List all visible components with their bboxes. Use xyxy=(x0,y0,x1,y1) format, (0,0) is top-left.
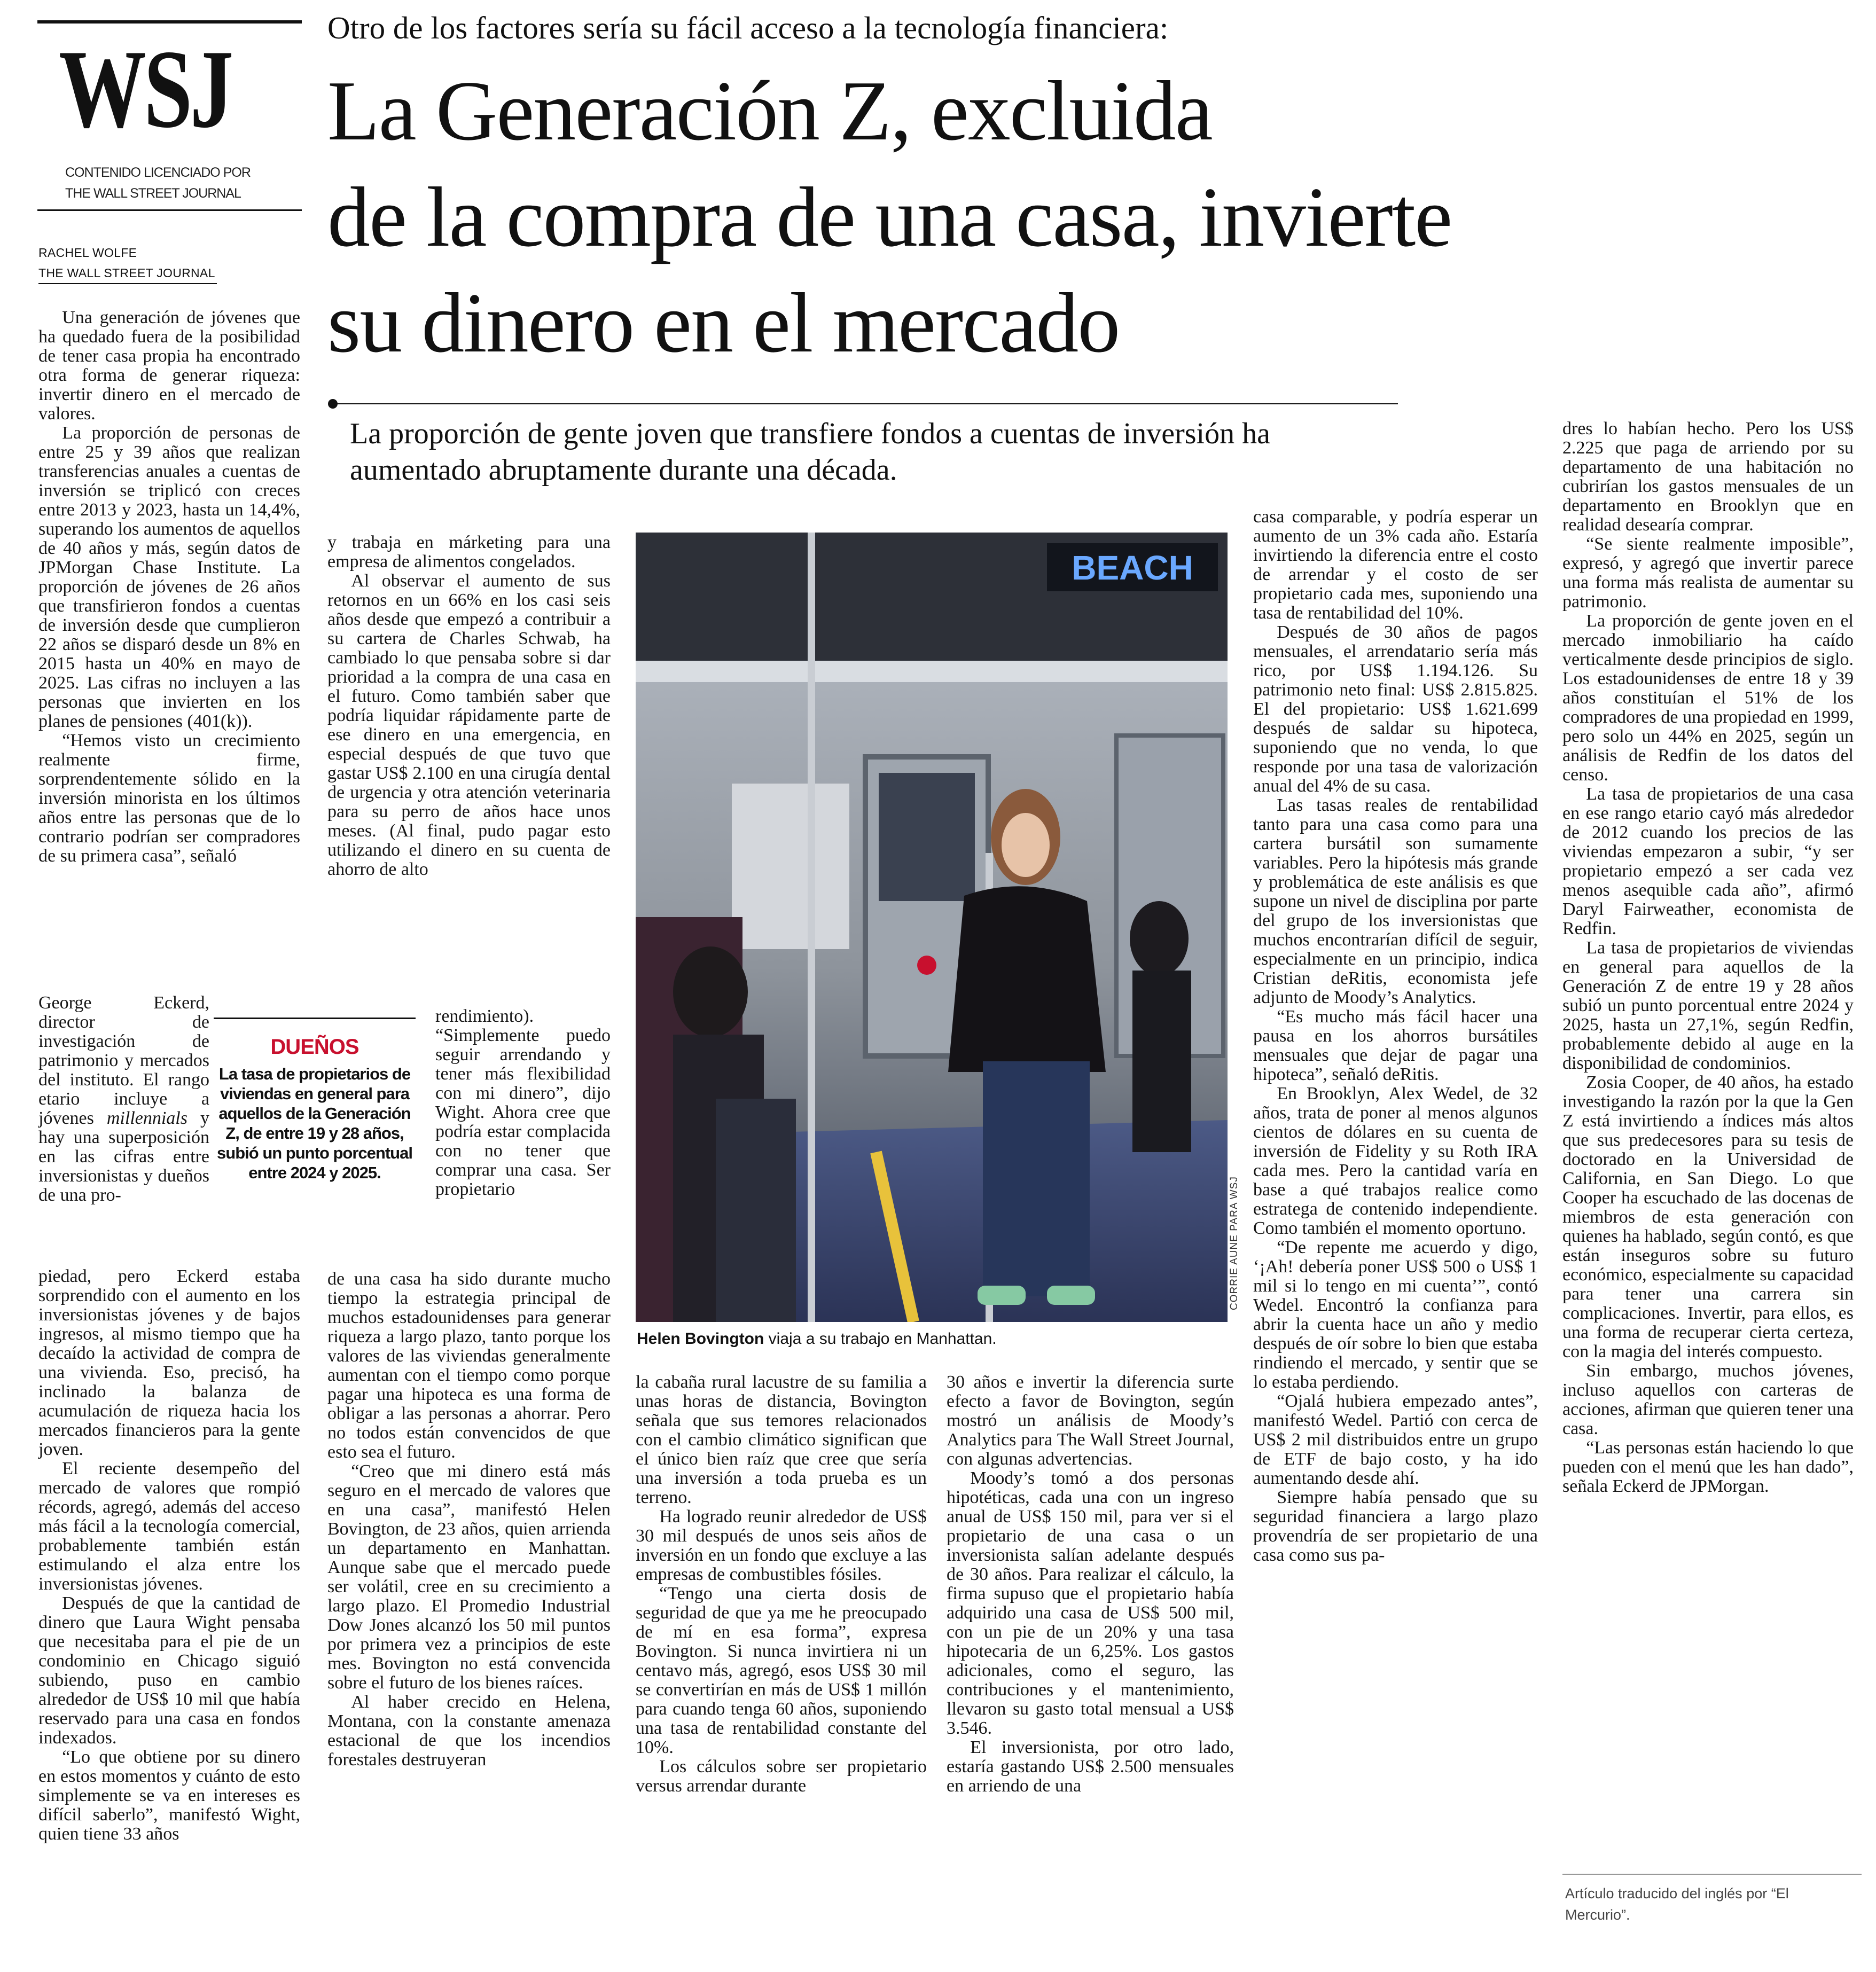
sidebar-text: La tasa de propietarios de viviendas en general para aquellos de la Generación Z, de entre 19 y 28 años, subió un punto porcentual entre 2024 y 2025. xyxy=(217,1065,412,1182)
paragraph: “Las personas están haciendo lo que pueden con el menú que les han dado”, señala Eckerd de JPMorgan. xyxy=(1562,1438,1854,1496)
headline-line-3: su dinero en el mercado xyxy=(327,275,1120,370)
body-column-2-narrow xyxy=(435,1007,611,1199)
paragraph: Al observar el aumento de sus retornos en un 66% en los casi seis años desde que empezó a contribuir a su cartera de Charles Schwab, ha cambiado lo que pensaba sobre si dar prioridad a la compra de una casa en el futuro. Como también saber que podría liquidar rápidamente parte de ese dinero en una emergencia, en especial después de que tuvo que gastar US$ 2.100 en una cirugía dental de urgencia y otra atención veterinaria para su perro de años hace unos meses. (Al final, pudo pagar esto utilizando el dinero en su cuenta de ahorro de alto xyxy=(327,571,611,879)
photo-caption xyxy=(637,1330,997,1348)
paragraph: El inversionista, por otro lado, estaría gastando US$ 2.500 mensuales en arriendo de una xyxy=(947,1738,1234,1796)
paragraph: “Se siente realmente imposible”, expresó, y agregó que invertir parece una forma más realista de aumentar su patrimonio. xyxy=(1562,534,1854,612)
paragraph: dres lo habían hecho. Pero los US$ 2.225 que paga de arriendo por su departamento de una habitación no cubrirían los gastos mensuales de un departamento en Brooklyn que en realidad desearía comprar. xyxy=(1562,419,1854,535)
paragraph: La proporción de personas de entre 25 y 39 años que realizan transferencias anuales a cuentas de inversión se triplicó con creces entre 2013 y 2023, hasta un 14,4%, superando los aumentos de aquellos de 40 años y más, según datos de JPMorgan Chase Institute. La proporción de jóvenes de 26 años que transfirieron fondos a cuentas de inversión desde que cumplieron 22 años se disparó desde un 8% en 2015 hasta un 40% en mayo de 2025. Las cifras no incluyen a las personas que invierten en los planes de pensiones (401(k)). xyxy=(38,423,300,731)
byline-author: RACHEL WOLFE xyxy=(38,246,137,260)
paragraph: “Lo que obtiene por su dinero en estos momentos y cuánto de esto simplemente se va en intereses es difícil saberlo”, manifestó Wight, quien tiene 33 años xyxy=(38,1747,300,1844)
wsj-logo: WSJ xyxy=(59,27,231,151)
paragraph: y trabaja en márketing para una empresa de alimentos congelados. xyxy=(327,533,611,572)
headline-kicker: Otro de los factores sería su fácil acceso a la tecnología financiera: xyxy=(327,10,1169,45)
headline-line-2: de la compra de una casa, invierte xyxy=(327,169,1452,264)
paragraph: El reciente desempeño del mercado de valores que rompió récords, agregó, además del acceso más fácil a la tecnología comercial, probablemente también están estimulando el alza entre los inversionistas jóvenes. xyxy=(38,1459,300,1594)
paragraph: Los cálculos sobre ser propietario versus arrendar durante xyxy=(636,1757,927,1796)
license-line-1: CONTENIDO LICENCIADO POR xyxy=(65,165,251,180)
paragraph: casa comparable, y podría esperar un aumento de un 3% cada año. Estaría invirtiendo la diferencia entre el costo de arrendar y el costo de ser propietario cada mes, suponiendo una tasa de rentabilidad del 10%. xyxy=(1253,507,1538,623)
sidebar-title: DUEÑOS xyxy=(270,1035,359,1059)
paragraph: Moody’s tomó a dos personas hipotéticas, cada una con un ingreso anual de US$ 150 mil, para ver si el propietario de una casa o un inversionista salían adelante después de 30 años. Para realizar el cálculo, la firma supuso que el propietario había adquirido una casa de US$ 500 mil, con un pie de un 20% y una tasa hipotecaria de un 6,25%. Los gastos adicionales, como el seguro, las contribuciones y el mantenimiento, llevaron su gasto total mensual a US$ 3.546. xyxy=(947,1468,1234,1738)
body-column-2-top xyxy=(327,533,611,879)
article-deck: La proporción de gente joven que transfiere fondos a cuentas de inversión ha aumentado abruptamente durante una década. xyxy=(350,417,1270,487)
paragraph: rendimiento). “Simplemente puedo seguir arrendando y tener más flexibilidad con mi dinero”, dijo Wight. Ahora cree que podría estar complacida con no tener que comprar una casa. Ser propietario xyxy=(435,1006,611,1199)
paragraph: Zosia Cooper, de 40 años, ha estado investigando la razón por la que la Gen Z está invirtiendo a índices más altos que sus predecesores para su tesis de doctorado en la Universidad de California, en San Diego. Lo que Cooper ha escuchado de las docenas de miembros de esta generación con quienes ha hablado, según contó, es que están inseguros sobre su futuro económico, especialmente su capacidad para tener una carrera sin complicaciones. Invertir, para ellos, es una forma de recuperar cierta certeza, con la magia del interés compuesto. xyxy=(1562,1073,1854,1361)
paragraph: de una casa ha sido durante mucho tiempo la estrategia principal de muchos estadounidenses para generar riqueza a largo plazo, tanto porque los valores de las viviendas generalmente aumentan con el tiempo como porque pagar una hipoteca es una forma de obligar a las personas a ahorrar. Pero no todos están convencidos de que esto sea el futuro. xyxy=(327,1269,611,1462)
body-column-4 xyxy=(947,1373,1234,1796)
paragraph: “Creo que mi dinero está más seguro en el mercado de valores que en una casa”, manifestó Helen Bovington, de 23 años, quien arrienda un departamento en Manhattan. Aunque sabe que el mercado puede ser volátil, cree en su crecimiento a largo plazo. El Promedio Industrial Dow Jones alcanzó los 50 mil puntos por primera vez a principios de este mes. Bovington no está convencida sobre el futuro de los bienes raíces. xyxy=(327,1461,611,1693)
byline-rule xyxy=(38,283,217,284)
caption-name: Helen Bovington xyxy=(637,1330,764,1348)
paragraph: Después de que la cantidad de dinero que Laura Wight pensaba que necesitaba para el pie de un condominio en Chicago siguió subiendo, puso en cambio alrededor de US$ 10 mil que había reservado para una casa en fondos indexados. xyxy=(38,1593,300,1748)
paragraph: “De repente me acuerdo y digo, ‘¡Ah! debería poner US$ 500 o US$ 1 mil si lo tengo en mi cuenta’”, contó Wedel. Encontró la confianza para abrir la cuenta hace un año y medio después de oír sobre lo bien que estaba rindiendo el mercado, y sentir que se lo estaba perdiendo. xyxy=(1253,1238,1538,1392)
subway-photo xyxy=(636,533,1228,1322)
paragraph: Ha logrado reunir alrededor de US$ 30 mil después de unos seis años de inversión en un fondo que excluye a las empresas de combustibles fósiles. xyxy=(636,1507,927,1584)
sidebar-top-rule xyxy=(214,1018,416,1019)
paragraph: la cabaña rural lacustre de su familia a unas horas de distancia, Bovington señala que sus temores relacionados con el cambio climático significan que el único bien raíz que cree que sería una inversión a toda prueba es un terreno. xyxy=(636,1372,927,1507)
masthead-top-rule xyxy=(37,20,302,24)
paragraph: Siempre había pensado que su seguridad financiera a largo plazo provendría de ser propietario de una casa como sus pa- xyxy=(1253,1488,1538,1565)
body-column-1-bottom xyxy=(38,1267,300,1844)
body-column-1-narrow xyxy=(38,993,209,1205)
masthead-rule xyxy=(37,209,302,211)
paragraph: George Eckerd, director de investigación de patrimonio y mercados del instituto. El rango etario incluye a jóvenes millennials y hay una superposición en las cifras entre inversionistas y dueños de una pro- xyxy=(38,993,209,1205)
translation-note: Artículo traducido del inglés por “El Mercurio”. xyxy=(1565,1885,1789,1923)
caption-text: viaja a su trabajo en Manhattan. xyxy=(764,1330,997,1348)
paragraph: Al haber crecido en Helena, Montana, con la constante amenaza estacional de que los incendios forestales destruyeran xyxy=(327,1692,611,1770)
paragraph: La tasa de propietarios de una casa en ese rango etario cayó más alrededor de 2012 cuando los precios de las viviendas empezaron a subir, “y ser propietario empezó a ser cada vez menos asequible cada año”, afirmó Daryl Fairweather, economista de Redfin. xyxy=(1562,784,1854,938)
body-column-1-top xyxy=(38,308,300,866)
paragraph: Sin embargo, muchos jóvenes, incluso aquellos con carteras de acciones, afirman que quieren tener una casa. xyxy=(1562,1361,1854,1438)
byline-outlet: THE WALL STREET JOURNAL xyxy=(38,266,215,280)
headline-line-1: La Generación Z, excluida xyxy=(327,63,1212,158)
paragraph: “Tengo una cierta dosis de seguridad de que ya me he preocupado de mí en esa forma”, expresa Bovington. Si nunca invirtiera ni un centavo más, agregó, esos US$ 30 mil se convertirían en más de US$ 1 millón para cuando tenga 60 años, suponiendo una tasa de rentabilidad constante del 10%. xyxy=(636,1584,927,1757)
paragraph: Después de 30 años de pagos mensuales, el arrendatario sería más rico, por US$ 1.194.126. Su patrimonio neto final: US$ 2.815.825. El del propietario: US$ 1.621.699 después de saldar su hipoteca, suponiendo que no venda, lo que responde por una tasa de valorización anual del 4% de su casa. xyxy=(1253,622,1538,796)
paragraph: La proporción de gente joven en el mercado inmobiliario ha caído verticalmente desde principios de siglo. Los estadounidenses de entre 18 y 39 años constituían el 51% de los compradores de una propiedad en 1999, pero solo un 44% en 2025, según un análisis de Redfin de los datos del censo. xyxy=(1562,611,1854,785)
body-column-3 xyxy=(636,1373,927,1796)
body-column-2-bottom xyxy=(327,1270,611,1770)
license-line-2: THE WALL STREET JOURNAL xyxy=(65,186,241,201)
beach-sign-text: BEACH xyxy=(1072,549,1193,587)
photo-credit: CORRIE AUNE PARA WSJ xyxy=(1229,1176,1240,1310)
body-column-5 xyxy=(1253,507,1538,1565)
paragraph: “Hemos visto un crecimiento realmente firme, sorprendentemente sólido en la inversión minorista en los últimos años entre las personas que de lo contrario podrían ser compradores de su primera casa”, señaló xyxy=(38,731,300,866)
paragraph: En Brooklyn, Alex Wedel, de 32 años, trata de poner al menos algunos cientos de dólares en su cuenta de inversión de Fidelity y su Roth IRA cada mes. Pero la cantidad varía en base a qué trabajos realice como estratega de contenido independiente. Como también el momento oportuno. xyxy=(1253,1084,1538,1238)
paragraph: La tasa de propietarios de viviendas en general para aquellos de la Generación Z de entre 19 y 28 años subió un punto porcentual entre 2024 y 2025, hasta un 27,1%, según Redfin, probablemente debido al auge en la disponibilidad de condominios. xyxy=(1562,938,1854,1073)
paragraph: 30 años e invertir la diferencia surte efecto a favor de Bovington, según mostró un análisis de Moody’s Analytics para The Wall Street Journal, con algunas advertencias. xyxy=(947,1372,1234,1469)
deck-rule xyxy=(332,403,1398,404)
body-column-6 xyxy=(1562,419,1854,1496)
paragraph: piedad, pero Eckerd estaba sorprendido con el aumento en los inversionistas jóvenes y de bajos ingresos, al mismo tiempo que ha decaído la actividad de compra de una vivienda. Eso, precisó, ha inclinado la balanza de acumulación de riqueza hacia los mercados financieros para la gente joven. xyxy=(38,1266,300,1459)
paragraph: Las tasas reales de rentabilidad tanto para una casa como para una cartera bursátil son sumamente variables. Pero la hipótesis más grande y problemática de este análisis es que supone un nivel de disciplina por parte del grupo de los inversionistas que muchos encontrarían difícil de seguir, especialmente en un principio, indica Cristian deRitis, economista jefe adjunto de Moody’s Analytics. xyxy=(1253,795,1538,1007)
paragraph: “Es mucho más fácil hacer una pausa en los ahorros bursátiles mensuales que dejar de pagar una hipoteca”, señaló deRitis. xyxy=(1253,1007,1538,1084)
paragraph: “Ojalá hubiera empezado antes”, manifestó Wedel. Partió con cerca de US$ 2 mil distribuidos entre un grupo de ETF de bajo costo, y ha ido aumentando desde ahí. xyxy=(1253,1391,1538,1488)
footer-rule xyxy=(1562,1874,1862,1875)
paragraph: Una generación de jóvenes que ha quedado fuera de la posibilidad de tener casa propia ha encontrado otra forma de generar riqueza: invertir dinero en el mercado de valores. xyxy=(38,308,300,424)
